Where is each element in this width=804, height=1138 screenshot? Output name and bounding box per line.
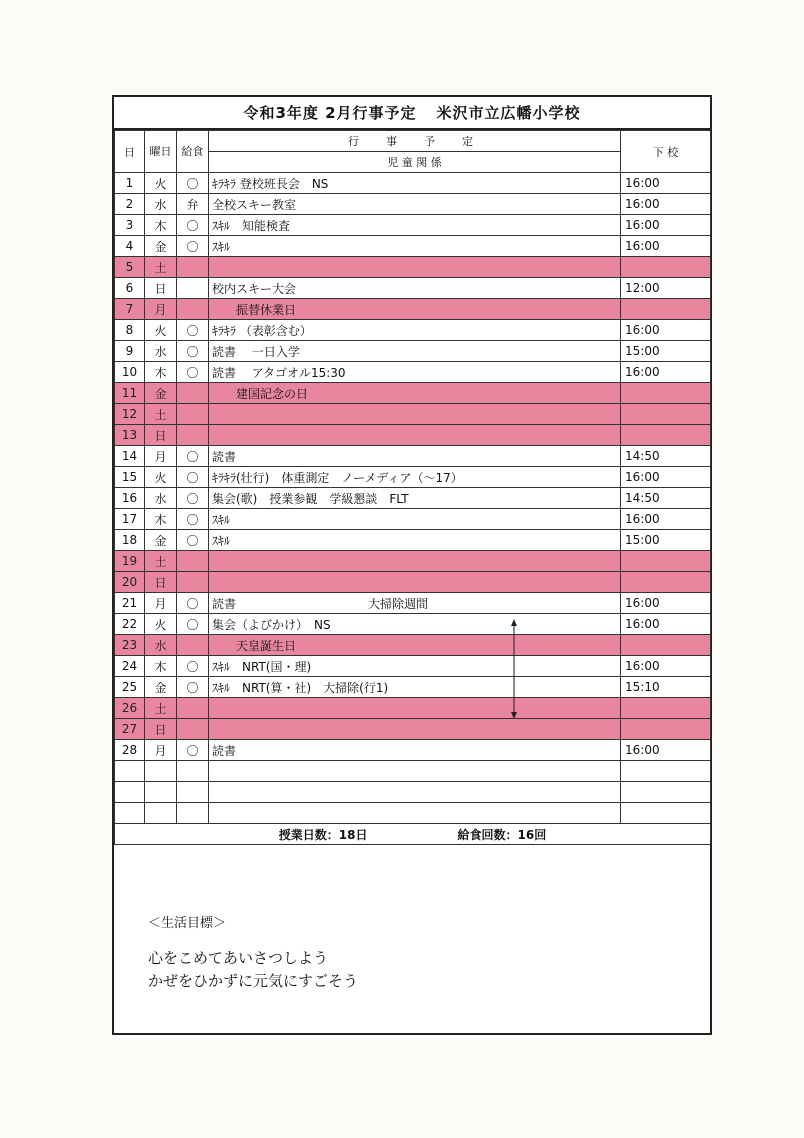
dismissal-cell: 16:00	[621, 215, 711, 236]
schedule-table	[114, 130, 711, 845]
summary-row	[115, 824, 711, 845]
empty-cell	[115, 761, 145, 782]
schedule-row	[115, 593, 711, 614]
weekday-cell: 木	[145, 509, 177, 530]
weekday-cell: 木	[145, 362, 177, 383]
weekday-cell: 月	[145, 299, 177, 320]
schedule-row	[115, 467, 711, 488]
goal-heading: ＜生活目標＞	[148, 916, 227, 931]
schedule-sheet	[112, 95, 712, 1035]
goal-text	[148, 947, 358, 993]
day-cell: 25	[115, 677, 145, 698]
dismissal-cell: 16:00	[621, 614, 711, 635]
weekday-cell: 金	[145, 383, 177, 404]
schedule-row	[115, 173, 711, 194]
empty-cell	[177, 803, 209, 824]
weekday-cell: 火	[145, 173, 177, 194]
schedule-row	[115, 404, 711, 425]
schedule-row	[115, 425, 711, 446]
schedule-row	[115, 551, 711, 572]
weekday-cell: 木	[145, 215, 177, 236]
event-cell: 天皇誕生日	[209, 635, 621, 656]
event-cell: 建国記念の日	[209, 383, 621, 404]
schedule-row	[115, 320, 711, 341]
title-main: 令和3年度 2月行事予定	[243, 104, 417, 122]
header-meal: 給食	[177, 131, 209, 173]
meal-cell: 〇	[177, 446, 209, 467]
day-cell: 24	[115, 656, 145, 677]
schedule-row	[115, 719, 711, 740]
dismissal-cell: 15:00	[621, 341, 711, 362]
weekday-cell: 土	[145, 404, 177, 425]
dismissal-cell	[621, 719, 711, 740]
event-cell: 読書 アタゴオル15:30	[209, 362, 621, 383]
weekday-cell: 日	[145, 278, 177, 299]
event-cell	[209, 425, 621, 446]
meal-cell: 〇	[177, 362, 209, 383]
day-cell: 5	[115, 257, 145, 278]
weekday-cell: 木	[145, 656, 177, 677]
meal-cell: 〇	[177, 341, 209, 362]
event-cell: 校内スキー大会	[209, 278, 621, 299]
empty-cell	[177, 782, 209, 803]
event-cell: ｽｷﾙ NRT(算・社) 大掃除(行1)	[209, 677, 621, 698]
day-cell: 6	[115, 278, 145, 299]
weekday-cell: 日	[145, 425, 177, 446]
day-cell: 8	[115, 320, 145, 341]
weekday-cell: 水	[145, 488, 177, 509]
event-cell: ｽｷﾙ	[209, 509, 621, 530]
weekday-cell: 金	[145, 530, 177, 551]
empty-cell	[177, 761, 209, 782]
weekday-cell: 月	[145, 740, 177, 761]
meal-cell: 〇	[177, 509, 209, 530]
weekday-cell: 金	[145, 236, 177, 257]
event-cell: ｷﾗｷﾗ 登校班長会 NS	[209, 173, 621, 194]
event-cell	[209, 719, 621, 740]
schedule-row	[115, 446, 711, 467]
empty-cell	[209, 782, 621, 803]
meal-cell: 弁	[177, 194, 209, 215]
goal-line-1: 心をこめてあいさつしよう	[148, 949, 329, 967]
schedule-row	[115, 278, 711, 299]
meal-cell: 〇	[177, 488, 209, 509]
schedule-row	[115, 215, 711, 236]
weekday-cell: 火	[145, 467, 177, 488]
event-cell: ｽｷﾙ	[209, 530, 621, 551]
event-cell: 読書	[209, 446, 621, 467]
meal-cell	[177, 551, 209, 572]
day-cell: 18	[115, 530, 145, 551]
dismissal-cell	[621, 257, 711, 278]
meal-cell: 〇	[177, 215, 209, 236]
header-weekday: 曜日	[145, 131, 177, 173]
dismissal-cell: 16:00	[621, 236, 711, 257]
event-cell: 読書 一日入学	[209, 341, 621, 362]
day-cell: 13	[115, 425, 145, 446]
schedule-row	[115, 194, 711, 215]
schedule-row	[115, 656, 711, 677]
meal-cell: 〇	[177, 236, 209, 257]
dismissal-cell: 16:00	[621, 656, 711, 677]
meal-cell: 〇	[177, 467, 209, 488]
weekday-cell: 火	[145, 614, 177, 635]
event-cell: 振替休業日	[209, 299, 621, 320]
meal-cell: 〇	[177, 677, 209, 698]
meal-cell	[177, 257, 209, 278]
event-cell	[209, 257, 621, 278]
day-cell: 3	[115, 215, 145, 236]
empty-cell	[145, 782, 177, 803]
meal-cell: 〇	[177, 656, 209, 677]
event-cell: 読書 大掃除週間	[209, 593, 621, 614]
event-cell	[209, 404, 621, 425]
dismissal-cell: 15:10	[621, 677, 711, 698]
empty-cell	[145, 803, 177, 824]
dismissal-cell: 16:00	[621, 740, 711, 761]
day-cell: 11	[115, 383, 145, 404]
meal-cell: 〇	[177, 593, 209, 614]
meal-cell	[177, 572, 209, 593]
day-cell: 2	[115, 194, 145, 215]
weekday-cell: 月	[145, 446, 177, 467]
empty-cell	[209, 761, 621, 782]
weekday-cell: 土	[145, 698, 177, 719]
meal-cell	[177, 719, 209, 740]
dismissal-cell	[621, 299, 711, 320]
dismissal-cell: 15:00	[621, 530, 711, 551]
day-cell: 9	[115, 341, 145, 362]
schedule-row	[115, 383, 711, 404]
day-cell: 28	[115, 740, 145, 761]
schedule-row	[115, 698, 711, 719]
day-cell: 14	[115, 446, 145, 467]
day-cell: 17	[115, 509, 145, 530]
meal-cell	[177, 404, 209, 425]
dismissal-cell	[621, 551, 711, 572]
empty-cell	[621, 803, 711, 824]
dismissal-cell	[621, 425, 711, 446]
meal-cell	[177, 299, 209, 320]
schedule-row	[115, 236, 711, 257]
dismissal-cell: 16:00	[621, 320, 711, 341]
event-cell	[209, 572, 621, 593]
weekday-cell: 水	[145, 635, 177, 656]
schedule-row	[115, 677, 711, 698]
event-cell: ｽｷﾙ 知能検査	[209, 215, 621, 236]
empty-row	[115, 803, 711, 824]
day-cell: 26	[115, 698, 145, 719]
summary-cell	[115, 824, 711, 845]
dismissal-cell	[621, 383, 711, 404]
title-school: 米沢市立広幡小学校	[436, 104, 581, 122]
dismissal-cell: 16:00	[621, 194, 711, 215]
schedule-row	[115, 341, 711, 362]
schedule-row	[115, 362, 711, 383]
period-arrow-icon	[509, 619, 519, 719]
meal-cell: 〇	[177, 740, 209, 761]
day-cell: 1	[115, 173, 145, 194]
dismissal-cell: 16:00	[621, 362, 711, 383]
empty-cell	[209, 803, 621, 824]
empty-cell	[621, 761, 711, 782]
event-cell: 読書	[209, 740, 621, 761]
weekday-cell: 月	[145, 593, 177, 614]
event-cell: ｷﾗｷﾗ （表彰含む）	[209, 320, 621, 341]
day-cell: 4	[115, 236, 145, 257]
meal-cell: 〇	[177, 173, 209, 194]
meal-cell	[177, 383, 209, 404]
schedule-row	[115, 740, 711, 761]
header-children: 児 童 関 係	[209, 152, 621, 173]
meal-cell	[177, 425, 209, 446]
day-cell: 27	[115, 719, 145, 740]
schedule-row	[115, 635, 711, 656]
dismissal-cell: 16:00	[621, 509, 711, 530]
day-cell: 7	[115, 299, 145, 320]
empty-row	[115, 761, 711, 782]
page-title	[114, 97, 710, 130]
weekday-cell: 火	[145, 320, 177, 341]
header-day: 日	[115, 131, 145, 173]
class-days: 授業日数：18日	[278, 827, 368, 842]
schedule-row	[115, 299, 711, 320]
empty-cell	[115, 782, 145, 803]
dismissal-cell: 16:00	[621, 467, 711, 488]
event-cell	[209, 551, 621, 572]
day-cell: 16	[115, 488, 145, 509]
dismissal-cell: 14:50	[621, 488, 711, 509]
weekday-cell: 土	[145, 257, 177, 278]
weekday-cell: 日	[145, 572, 177, 593]
dismissal-cell	[621, 572, 711, 593]
dismissal-cell: 14:50	[621, 446, 711, 467]
empty-cell	[621, 782, 711, 803]
schedule-row	[115, 530, 711, 551]
schedule-row	[115, 488, 711, 509]
day-cell: 10	[115, 362, 145, 383]
meal-days: 給食回数：16回	[457, 827, 547, 842]
weekday-cell: 水	[145, 341, 177, 362]
meal-cell: 〇	[177, 530, 209, 551]
event-cell: ｽｷﾙ	[209, 236, 621, 257]
dismissal-cell	[621, 404, 711, 425]
dismissal-cell: 12:00	[621, 278, 711, 299]
schedule-row	[115, 509, 711, 530]
event-cell: 集会(歌) 授業参観 学級懇談 FLT	[209, 488, 621, 509]
goal-line-2: かぜをひかずに元気にすごそう	[148, 972, 359, 990]
empty-row	[115, 782, 711, 803]
weekday-cell: 金	[145, 677, 177, 698]
header-dismissal: 下 校	[621, 131, 711, 173]
day-cell: 20	[115, 572, 145, 593]
dismissal-cell: 16:00	[621, 173, 711, 194]
weekday-cell: 水	[145, 194, 177, 215]
meal-cell: 〇	[177, 614, 209, 635]
weekday-cell: 日	[145, 719, 177, 740]
day-cell: 23	[115, 635, 145, 656]
empty-cell	[145, 761, 177, 782]
meal-cell	[177, 635, 209, 656]
event-cell	[209, 698, 621, 719]
event-cell: ｷﾗｷﾗ(壮行) 体重測定 ノーメディア（～17）	[209, 467, 621, 488]
day-cell: 21	[115, 593, 145, 614]
meal-cell	[177, 278, 209, 299]
schedule-row	[115, 614, 711, 635]
header-events: 行 事 予 定	[209, 131, 621, 152]
day-cell: 12	[115, 404, 145, 425]
dismissal-cell: 16:00	[621, 593, 711, 614]
meal-cell	[177, 698, 209, 719]
day-cell: 19	[115, 551, 145, 572]
meal-cell: 〇	[177, 320, 209, 341]
dismissal-cell	[621, 635, 711, 656]
dismissal-cell	[621, 698, 711, 719]
schedule-row	[115, 572, 711, 593]
event-cell: 集会（よびかけ） NS	[209, 614, 621, 635]
schedule-row	[115, 257, 711, 278]
event-cell: ｽｷﾙ NRT(国・理)	[209, 656, 621, 677]
day-cell: 15	[115, 467, 145, 488]
empty-cell	[115, 803, 145, 824]
day-cell: 22	[115, 614, 145, 635]
weekday-cell: 土	[145, 551, 177, 572]
event-cell: 全校スキー教室	[209, 194, 621, 215]
